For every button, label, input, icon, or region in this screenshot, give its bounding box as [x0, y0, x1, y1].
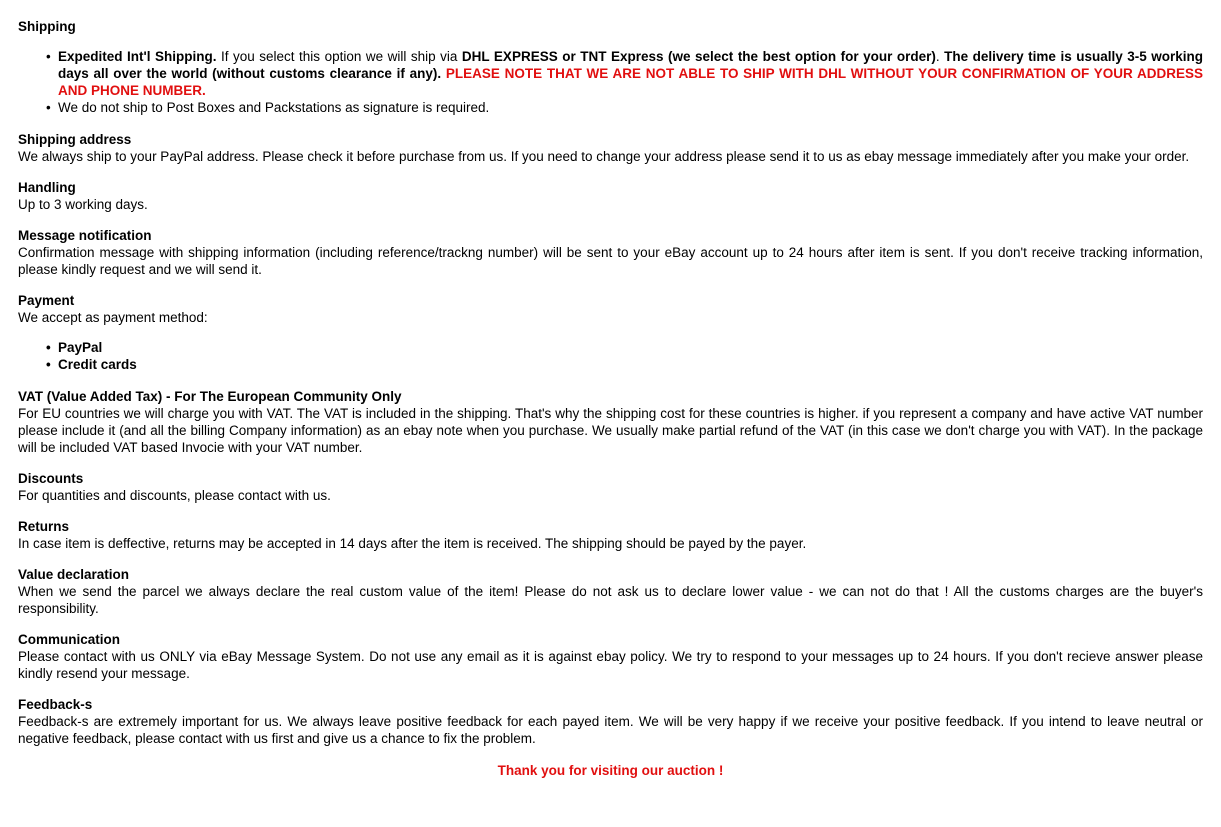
discounts-heading: Discounts — [18, 471, 84, 486]
handling-heading: Handling — [18, 180, 76, 195]
bullet-icon: • — [46, 357, 51, 372]
expedited-label: Expedited Int'l Shipping. — [58, 49, 217, 64]
payment-section — [18, 292, 1203, 373]
shipping-address-section — [18, 131, 1203, 165]
dhl-warning-text: PLEASE NOTE THAT WE ARE NOT ABLE TO SHIP WITH DHL WITHOUT YOUR CONFIRMATION OF YOUR ADDRESS AND PHONE NUMBER. — [58, 66, 1203, 98]
listing-description — [18, 18, 1203, 779]
vat-text: For EU countries we will charge you with VAT. The VAT is included in the shipping. That's why the shipping cost for these countries is higher. if you represent a company and have active VAT number please include it (and all the billing Company information) as an ebay note when you purchase. We usually make partial refund of the VAT (in this case we don't charge you with VAT). In the package will be included VAT based Invocie with your VAT number. — [18, 406, 1203, 455]
value-declaration-text: When we send the parcel we always declare the real custom value of the item! Please do not ask us to declare lower value - we can not do that ! All the customs charges are the buyer's responsibility. — [18, 584, 1203, 616]
feedback-text: Feedback-s are extremely important for us. We always leave positive feedback for each payed item. We will be very happy if we receive your positive feedback. If you intend to leave neutral or negative feedback, please contact with us first and give us a chance to fix the problem. — [18, 714, 1203, 746]
feedback-heading: Feedback-s — [18, 697, 93, 712]
delivery-time-text: The delivery time is usually 3-5 working days all over the world (without customs clearance if any). — [58, 49, 1204, 81]
message-notification-section — [18, 227, 1203, 278]
bullet-icon: • — [46, 49, 51, 64]
vat-heading: VAT (Value Added Tax) - For The European Community Only — [18, 389, 402, 404]
thank-you-message: Thank you for visiting our auction ! — [497, 763, 724, 778]
bullet-icon: • — [46, 100, 51, 115]
value-declaration-heading: Value declaration — [18, 567, 130, 582]
handling-text: Up to 3 working days. — [18, 197, 148, 212]
payment-method-paypal: • PayPal — [46, 340, 103, 355]
bullet-icon: • — [46, 340, 51, 355]
discounts-section — [18, 470, 1203, 504]
shipping-section — [18, 18, 1203, 116]
shipping-item-expedited — [46, 48, 1204, 99]
vat-section — [18, 388, 1203, 456]
expedited-text-2: . — [935, 49, 945, 64]
shipping-address-heading: Shipping address — [18, 132, 132, 147]
shipping-item-postbox — [46, 99, 1203, 116]
payment-methods-list — [18, 339, 1203, 373]
message-notification-text: Confirmation message with shipping information (including reference/trackng number) will be sent to your eBay account up to 24 hours after item is sent. If you don't receive tracking information, please kindly request and we will send it. — [18, 245, 1203, 277]
returns-heading: Returns — [18, 519, 70, 534]
value-declaration-section — [18, 566, 1203, 617]
returns-section — [18, 518, 1203, 552]
handling-section — [18, 179, 1203, 213]
communication-heading: Communication — [18, 632, 121, 647]
expedited-text: If you select this option we will ship via — [216, 49, 462, 64]
shipping-heading: Shipping — [18, 19, 76, 34]
returns-text: In case item is deffective, returns may be accepted in 14 days after the item is received. The shipping should be payed by the payer. — [18, 536, 807, 551]
communication-section — [18, 631, 1203, 682]
payment-method-credit-cards: • Credit cards — [46, 357, 137, 372]
message-notification-heading: Message notification — [18, 228, 152, 243]
carrier-text: DHL EXPRESS or TNT Express (we select the best option for your order) — [461, 49, 936, 64]
shipping-list — [18, 48, 1203, 116]
payment-text: We accept as payment method: — [18, 310, 208, 325]
postbox-text: We do not ship to Post Boxes and Packstations as signature is required. — [58, 100, 490, 115]
communication-text: Please contact with us ONLY via eBay Message System. Do not use any email as it is against ebay policy. We try to respond to your messages up to 24 hours. If you don't recieve answer please kindly resend your message. — [18, 649, 1203, 681]
discounts-text: For quantities and discounts, please contact with us. — [18, 488, 331, 503]
feedback-section — [18, 696, 1203, 747]
shipping-address-text: We always ship to your PayPal address. Please check it before purchase from us. If you need to change your address please send it to us as ebay message immediately after you make your order. — [18, 149, 1190, 164]
payment-heading: Payment — [18, 293, 75, 308]
